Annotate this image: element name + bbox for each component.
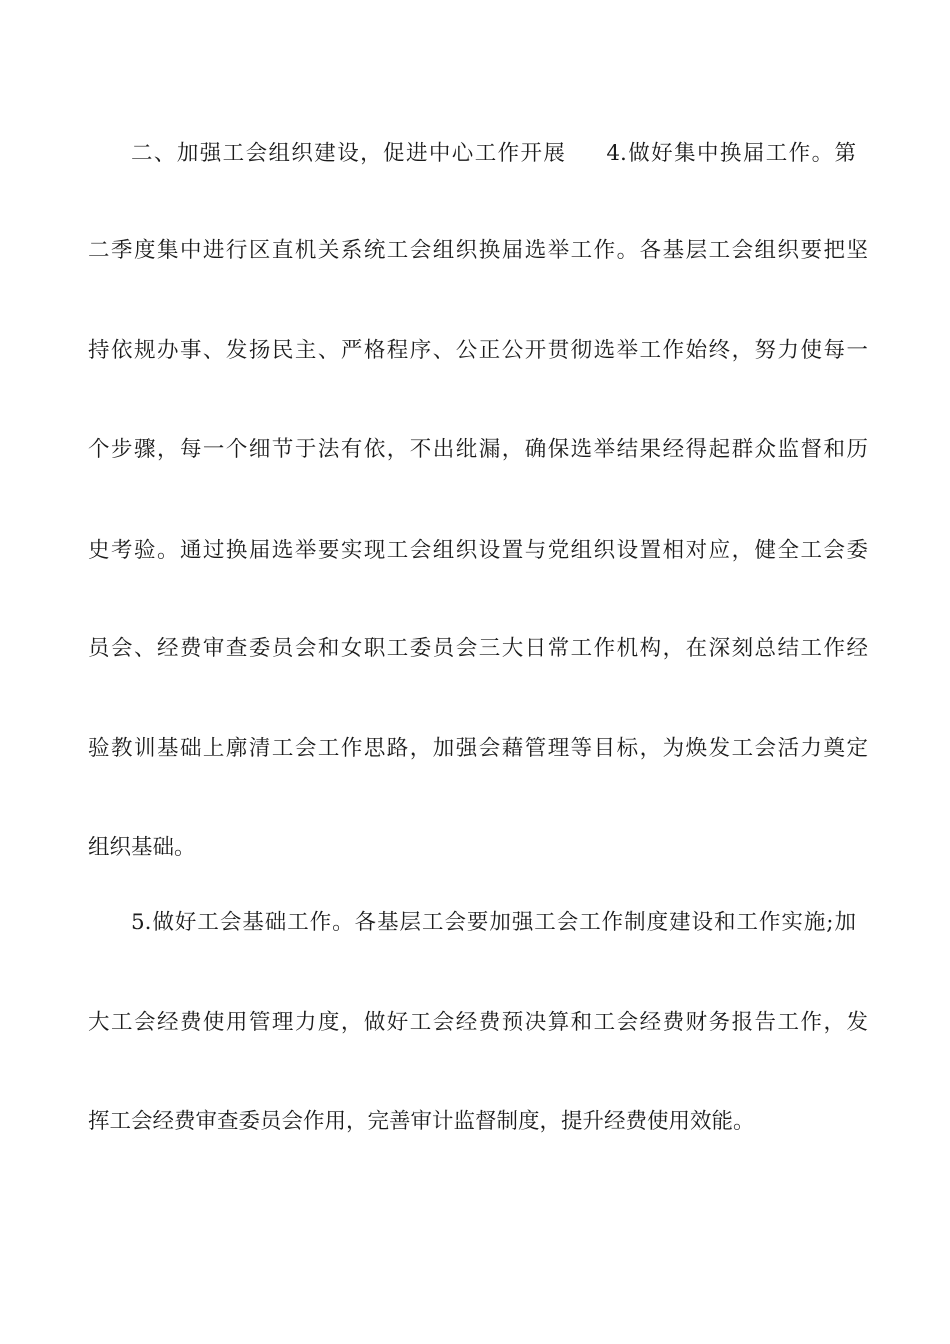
paragraph-line-8: 组织基础。 [88, 835, 196, 860]
paragraph-line-5: 史考验。通过换届选举要实现工会组织设置与党组织设置相对应，健全工会委 [88, 538, 868, 563]
paragraph-line-11: 挥工会经费审查委员会作用，完善审计监督制度，提升经费使用效能。 [88, 1109, 755, 1134]
paragraph-line-2: 二季度集中进行区直机关系统工会组织换届选举工作。各基层工会组织要把坚 [88, 238, 868, 263]
section-heading: 二、加强工会组织建设，促进中心工作开展 [131, 141, 567, 166]
paragraph-line-10: 大工会经费使用管理力度，做好工会经费预决算和工会经费财务报告工作，发 [88, 1010, 868, 1035]
paragraph-line-4: 个步骤，每一个细节于法有依，不出纰漏，确保选举结果经得起群众监督和历 [88, 437, 868, 462]
paragraph-line-6: 员会、经费审查委员会和女职工委员会三大日常工作机构，在深刻总结工作经 [88, 636, 868, 661]
paragraph-line-3: 持依规办事、发扬民主、严格程序、公正公开贯彻选举工作始终，努力使每一 [88, 338, 868, 363]
paragraph-line-1 [131, 137, 856, 171]
paragraph-line-9: 5.做好工会基础工作。各基层工会要加强工会工作制度建设和工作实施;加 [131, 910, 856, 935]
item-4-start: 4.做好集中换届工作。第 [606, 141, 856, 166]
paragraph-line-7: 验教训基础上廓清工会工作思路，加强会藉管理等目标，为焕发工会活力奠定 [88, 736, 868, 761]
